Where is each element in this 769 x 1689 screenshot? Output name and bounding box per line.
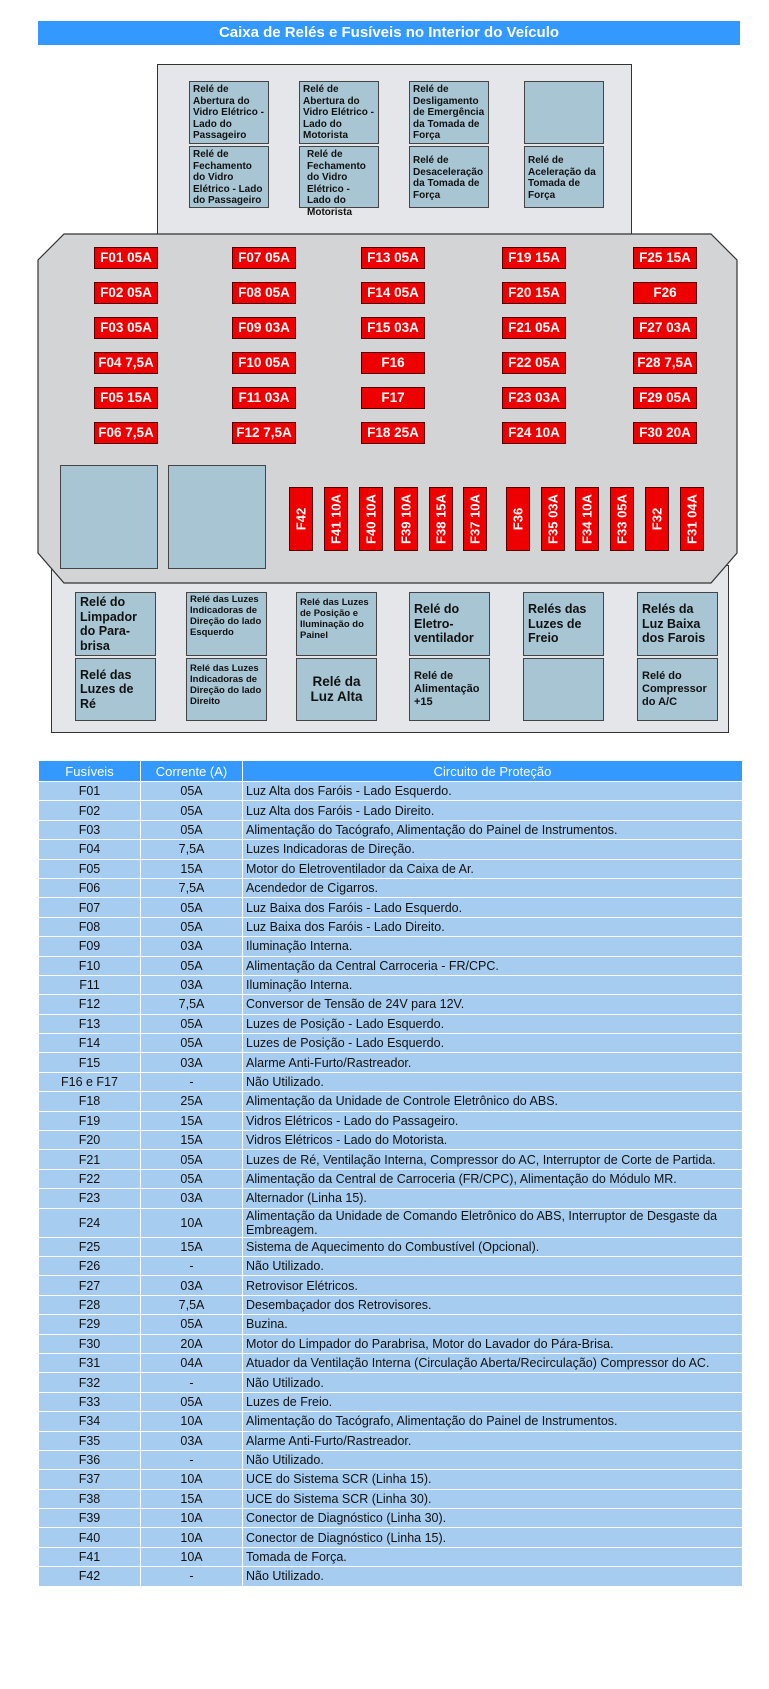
circuit-cell: UCE do Sistema SCR (Linha 30). xyxy=(243,1489,743,1508)
fuse-cell: F08 xyxy=(39,917,141,936)
table-row xyxy=(39,1053,743,1072)
current-cell: 20A xyxy=(141,1334,243,1353)
fuse-label: F33 05A xyxy=(614,494,630,544)
table-row xyxy=(39,1111,743,1130)
fuse-label: F41 10A xyxy=(328,494,344,544)
fuse: F09 03A xyxy=(232,317,296,339)
circuit-cell: Atuador da Ventilação Interna (Circulação Aberta/Recirculação) Compressor do AC. xyxy=(243,1353,743,1372)
current-cell: 03A xyxy=(141,937,243,956)
fuse: F20 15A xyxy=(502,282,566,304)
circuit-cell: Iluminação Interna. xyxy=(243,975,743,994)
fuse-label: F39 10A xyxy=(398,494,414,544)
fuse-cell: F39 xyxy=(39,1509,141,1528)
circuit-cell: Alimentação da Central de Carroceria (FR/CPC), Alimentação do Módulo MR. xyxy=(243,1169,743,1188)
relay-top: Relé de Abertura do Vidro Elétrico - Lado do Passageiro xyxy=(189,81,269,144)
fuse-cell: F20 xyxy=(39,1131,141,1150)
table-row xyxy=(39,1131,743,1150)
circuit-cell: Alimentação da Central Carroceria - FR/CPC. xyxy=(243,956,743,975)
table-row xyxy=(39,975,743,994)
relay-bottom: Relés da Luz Baixa dos Farois xyxy=(637,592,718,656)
current-cell: 05A xyxy=(141,1034,243,1053)
current-cell: 15A xyxy=(141,1111,243,1130)
table-row xyxy=(39,1092,743,1111)
fuse: F22 05A xyxy=(502,352,566,374)
current-cell: 7,5A xyxy=(141,995,243,1014)
fuse: F06 7,5A xyxy=(94,422,158,444)
current-cell: 03A xyxy=(141,1189,243,1208)
fuse-cell: F04 xyxy=(39,840,141,859)
circuit-cell: Conector de Diagnóstico (Linha 15). xyxy=(243,1528,743,1547)
table-row xyxy=(39,1150,743,1169)
table-row xyxy=(39,1353,743,1372)
fuse-cell: F10 xyxy=(39,956,141,975)
circuit-cell: Acendedor de Cigarros. xyxy=(243,878,743,897)
fuse-label: F38 15A xyxy=(433,494,449,544)
fuse-cell: F03 xyxy=(39,820,141,839)
relay-bottom-empty xyxy=(523,658,604,721)
circuit-cell: Não Utilizado. xyxy=(243,1072,743,1091)
current-cell: 10A xyxy=(141,1509,243,1528)
fuse: F14 05A xyxy=(361,282,425,304)
current-cell: 7,5A xyxy=(141,1295,243,1314)
circuit-cell: Luzes de Posição - Lado Esquerdo. xyxy=(243,1034,743,1053)
circuit-cell: Não Utilizado. xyxy=(243,1256,743,1275)
current-cell: 10A xyxy=(141,1412,243,1431)
fuse-vertical xyxy=(506,487,530,551)
fuse-cell: F41 xyxy=(39,1547,141,1566)
current-cell: 03A xyxy=(141,1276,243,1295)
fuse-label: F42 xyxy=(293,507,309,531)
relay-bottom: Relé do Compressor do A/C xyxy=(637,658,718,721)
fuse: F03 05A xyxy=(94,317,158,339)
circuit-cell: Não Utilizado. xyxy=(243,1567,743,1586)
column-header-fuse: Fusíveis xyxy=(39,761,141,782)
current-cell: 05A xyxy=(141,1014,243,1033)
fuse-cell: F06 xyxy=(39,878,141,897)
fuse-cell: F22 xyxy=(39,1169,141,1188)
fuse-cell: F07 xyxy=(39,898,141,917)
relay-top: Relé de Desaceleração da Tomada de Força xyxy=(409,146,489,208)
circuit-cell: Vidros Elétricos - Lado do Motorista. xyxy=(243,1131,743,1150)
fuse-cell: F32 xyxy=(39,1373,141,1392)
fuse-cell: F02 xyxy=(39,801,141,820)
fuse-cell: F30 xyxy=(39,1334,141,1353)
table-row xyxy=(39,1072,743,1091)
current-cell: 05A xyxy=(141,1392,243,1411)
circuit-cell: Motor do Eletroventilador da Caixa de Ar. xyxy=(243,859,743,878)
table-row xyxy=(39,1450,743,1469)
fuse-vertical xyxy=(575,487,599,551)
fuse-vertical xyxy=(680,487,704,551)
current-cell: 25A xyxy=(141,1092,243,1111)
circuit-cell: Alternador (Linha 15). xyxy=(243,1189,743,1208)
circuit-cell: UCE do Sistema SCR (Linha 15). xyxy=(243,1470,743,1489)
circuit-cell: Vidros Elétricos - Lado do Passageiro. xyxy=(243,1111,743,1130)
current-cell: 05A xyxy=(141,1169,243,1188)
current-cell: 10A xyxy=(141,1470,243,1489)
fuse-cell: F23 xyxy=(39,1189,141,1208)
circuit-cell: Desembaçador dos Retrovisores. xyxy=(243,1295,743,1314)
table-row xyxy=(39,1169,743,1188)
fuse: F18 25A xyxy=(361,422,425,444)
fuse-label: F37 10A xyxy=(467,494,483,544)
fuse-cell: F27 xyxy=(39,1276,141,1295)
table-row xyxy=(39,995,743,1014)
table-row xyxy=(39,1567,743,1586)
table-row xyxy=(39,1189,743,1208)
relay-top: Relé de Aceleração da Tomada de Força xyxy=(524,146,604,208)
circuit-cell: Alarme Anti-Furto/Rastreador. xyxy=(243,1431,743,1450)
current-cell: 03A xyxy=(141,1053,243,1072)
fuse: F07 05A xyxy=(232,247,296,269)
table-row xyxy=(39,820,743,839)
current-cell: 15A xyxy=(141,859,243,878)
fuse-cell: F29 xyxy=(39,1315,141,1334)
relay-bottom: Relé do Limpador do Para-brisa xyxy=(75,592,156,656)
table-row xyxy=(39,1392,743,1411)
current-cell: 15A xyxy=(141,1237,243,1256)
circuit-cell: Luz Alta dos Faróis - Lado Direito. xyxy=(243,801,743,820)
circuit-cell: Luzes de Ré, Ventilação Interna, Compressor do AC, Interruptor de Corte de Partida. xyxy=(243,1150,743,1169)
fuse-cell: F01 xyxy=(39,782,141,801)
table-row xyxy=(39,1373,743,1392)
table-row xyxy=(39,801,743,820)
current-cell: 15A xyxy=(141,1131,243,1150)
fuse: F30 20A xyxy=(633,422,697,444)
fuse: F11 03A xyxy=(232,387,296,409)
circuit-cell: Alarme Anti-Furto/Rastreador. xyxy=(243,1053,743,1072)
fuse-cell: F09 xyxy=(39,937,141,956)
circuit-cell: Iluminação Interna. xyxy=(243,937,743,956)
circuit-cell: Luz Baixa dos Faróis - Lado Esquerdo. xyxy=(243,898,743,917)
current-cell: - xyxy=(141,1072,243,1091)
fuse: F19 15A xyxy=(502,247,566,269)
fuse-vertical xyxy=(645,487,669,551)
fuse: F17 xyxy=(361,387,425,409)
fuse: F28 7,5A xyxy=(633,352,697,374)
table-row xyxy=(39,956,743,975)
circuit-cell: Retrovisor Elétricos. xyxy=(243,1276,743,1295)
fuse: F25 15A xyxy=(633,247,697,269)
fuse-vertical xyxy=(359,487,383,551)
table-row xyxy=(39,878,743,897)
fuse: F05 15A xyxy=(94,387,158,409)
relay-bottom: Relé das Luzes de Ré xyxy=(75,658,156,721)
fuse: F04 7,5A xyxy=(94,352,158,374)
table-row xyxy=(39,1276,743,1295)
table-row xyxy=(39,1256,743,1275)
fuse-cell: F18 xyxy=(39,1092,141,1111)
table-row xyxy=(39,1034,743,1053)
fuse: F12 7,5A xyxy=(232,422,296,444)
fuse-vertical xyxy=(429,487,453,551)
relay-bottom: Relé das Luzes Indicadoras de Direção do lado Esquerdo xyxy=(186,592,267,656)
fuse: F23 03A xyxy=(502,387,566,409)
circuit-cell: Tomada de Força. xyxy=(243,1547,743,1566)
fuse: F24 10A xyxy=(502,422,566,444)
circuit-cell: Alimentação da Unidade de Controle Eletrônico do ABS. xyxy=(243,1092,743,1111)
fuse-cell: F14 xyxy=(39,1034,141,1053)
fuse: F16 xyxy=(361,352,425,374)
table-row xyxy=(39,1431,743,1450)
table-row xyxy=(39,1547,743,1566)
table-row xyxy=(39,917,743,936)
relay-bottom: Relé do Eletro-ventilador xyxy=(409,592,490,656)
column-header-circuit: Circuito de Proteção xyxy=(243,761,743,782)
relay-top-empty xyxy=(524,81,604,144)
table-row xyxy=(39,898,743,917)
fuse-cell: F21 xyxy=(39,1150,141,1169)
table-row xyxy=(39,1470,743,1489)
fuse: F27 03A xyxy=(633,317,697,339)
current-cell: 05A xyxy=(141,917,243,936)
fuse-label: F32 xyxy=(649,507,665,531)
current-cell: 05A xyxy=(141,801,243,820)
relay-bottom: Relé de Alimentação +15 xyxy=(409,658,490,721)
current-cell: - xyxy=(141,1256,243,1275)
large-relay xyxy=(60,465,158,569)
fuse-cell: F33 xyxy=(39,1392,141,1411)
fuse-cell: F15 xyxy=(39,1053,141,1072)
circuit-cell: Alimentação do Tacógrafo, Alimentação do Painel de Instrumentos. xyxy=(243,1412,743,1431)
relay-top: Relé de Desligamento de Emergência da Tomada de Força xyxy=(409,81,489,144)
current-cell: 03A xyxy=(141,975,243,994)
circuit-cell: Luzes de Freio. xyxy=(243,1392,743,1411)
fuse-cell: F36 xyxy=(39,1450,141,1469)
relay-top: Relé de Fechamento do Vidro Elétrico - Lado do Passageiro xyxy=(189,146,269,208)
fuse-cell: F42 xyxy=(39,1567,141,1586)
table-row xyxy=(39,1237,743,1256)
current-cell: 7,5A xyxy=(141,840,243,859)
current-cell: 03A xyxy=(141,1431,243,1450)
circuit-cell: Alimentação da Unidade de Comando Eletrônico do ABS, Interruptor de Desgaste da Embreagem. xyxy=(243,1208,743,1237)
circuit-cell: Luzes de Posição - Lado Esquerdo. xyxy=(243,1014,743,1033)
fuse-cell: F16 e F17 xyxy=(39,1072,141,1091)
circuit-cell: Alimentação do Tacógrafo, Alimentação do Painel de Instrumentos. xyxy=(243,820,743,839)
table-row xyxy=(39,937,743,956)
fuse-label: F35 03A xyxy=(545,494,561,544)
table-row xyxy=(39,1334,743,1353)
current-cell: 10A xyxy=(141,1547,243,1566)
table-row xyxy=(39,1528,743,1547)
table-row xyxy=(39,859,743,878)
fuse-cell: F19 xyxy=(39,1111,141,1130)
page-title: Caixa de Relés e Fusíveis no Interior do Veículo xyxy=(38,21,740,45)
fuse: F01 05A xyxy=(94,247,158,269)
fuse-cell: F34 xyxy=(39,1412,141,1431)
fuse-label: F31 04A xyxy=(684,494,700,544)
fuse: F08 05A xyxy=(232,282,296,304)
fuse-vertical xyxy=(394,487,418,551)
fuse-cell: F11 xyxy=(39,975,141,994)
fuse-label: F40 10A xyxy=(363,494,379,544)
fuse: F21 05A xyxy=(502,317,566,339)
circuit-cell: Conector de Diagnóstico (Linha 30). xyxy=(243,1509,743,1528)
relay-bottom: Relé das Luzes de Posição e Iluminação do Painel xyxy=(296,592,377,656)
fuse-vertical xyxy=(610,487,634,551)
fuse: F10 05A xyxy=(232,352,296,374)
large-relay xyxy=(168,465,266,569)
table-row xyxy=(39,1315,743,1334)
circuit-cell: Buzina. xyxy=(243,1315,743,1334)
table-row xyxy=(39,1489,743,1508)
fuse: F15 03A xyxy=(361,317,425,339)
table-row xyxy=(39,1412,743,1431)
fuse: F29 05A xyxy=(633,387,697,409)
table-row xyxy=(39,1295,743,1314)
fuse-cell: F24 xyxy=(39,1208,141,1237)
relay-top: Relé de Abertura do Vidro Elétrico - Lado do Motorista xyxy=(299,81,379,144)
table-row xyxy=(39,840,743,859)
fuse: F02 05A xyxy=(94,282,158,304)
fuse-cell: F31 xyxy=(39,1353,141,1372)
current-cell: 7,5A xyxy=(141,878,243,897)
circuit-cell: Não Utilizado. xyxy=(243,1373,743,1392)
fuse-label: F34 10A xyxy=(579,494,595,544)
fuse-cell: F12 xyxy=(39,995,141,1014)
current-cell: 04A xyxy=(141,1353,243,1372)
current-cell: 05A xyxy=(141,898,243,917)
relay-bottom: Relé da Luz Alta xyxy=(296,658,377,721)
relay-bottom: Relés das Luzes de Freio xyxy=(523,592,604,656)
table-row xyxy=(39,1208,743,1237)
fuse-cell: F40 xyxy=(39,1528,141,1547)
fuse: F13 05A xyxy=(361,247,425,269)
circuit-cell: Luz Alta dos Faróis - Lado Esquerdo. xyxy=(243,782,743,801)
circuit-cell: Sistema de Aquecimento do Combustível (Opcional). xyxy=(243,1237,743,1256)
table-row xyxy=(39,1014,743,1033)
fuse-vertical xyxy=(541,487,565,551)
current-cell: - xyxy=(141,1450,243,1469)
fuse-cell: F25 xyxy=(39,1237,141,1256)
fuse-vertical xyxy=(289,487,313,551)
fuse-table xyxy=(38,760,743,1587)
current-cell: 05A xyxy=(141,820,243,839)
relay-bottom: Relé das Luzes Indicadoras de Direção do lado Direito xyxy=(186,658,267,721)
table-header-row xyxy=(39,761,743,782)
relay-top: Relé de Fechamento do Vidro Elétrico - Lado do Motorista xyxy=(299,146,379,208)
circuit-cell: Motor do Limpador do Parabrisa, Motor do Lavador do Pára-Brisa. xyxy=(243,1334,743,1353)
current-cell: 05A xyxy=(141,782,243,801)
fuse-cell: F38 xyxy=(39,1489,141,1508)
circuit-cell: Conversor de Tensão de 24V para 12V. xyxy=(243,995,743,1014)
current-cell: - xyxy=(141,1567,243,1586)
fuse-cell: F13 xyxy=(39,1014,141,1033)
circuit-cell: Não Utilizado. xyxy=(243,1450,743,1469)
fuse-label: F36 xyxy=(510,507,526,531)
circuit-cell: Luzes Indicadoras de Direção. xyxy=(243,840,743,859)
fuse-vertical xyxy=(463,487,487,551)
current-cell: 05A xyxy=(141,1315,243,1334)
fuse-cell: F05 xyxy=(39,859,141,878)
current-cell: 10A xyxy=(141,1208,243,1237)
table-row xyxy=(39,782,743,801)
column-header-current: Corrente (A) xyxy=(141,761,243,782)
fuse-cell: F35 xyxy=(39,1431,141,1450)
current-cell: 05A xyxy=(141,956,243,975)
current-cell: 10A xyxy=(141,1528,243,1547)
current-cell: 15A xyxy=(141,1489,243,1508)
current-cell: 05A xyxy=(141,1150,243,1169)
fuse-cell: F28 xyxy=(39,1295,141,1314)
current-cell: - xyxy=(141,1373,243,1392)
fuse-cell: F26 xyxy=(39,1256,141,1275)
table-row xyxy=(39,1509,743,1528)
fuse: F26 xyxy=(633,282,697,304)
circuit-cell: Luz Baixa dos Faróis - Lado Direito. xyxy=(243,917,743,936)
fuse-vertical xyxy=(324,487,348,551)
fuse-cell: F37 xyxy=(39,1470,141,1489)
